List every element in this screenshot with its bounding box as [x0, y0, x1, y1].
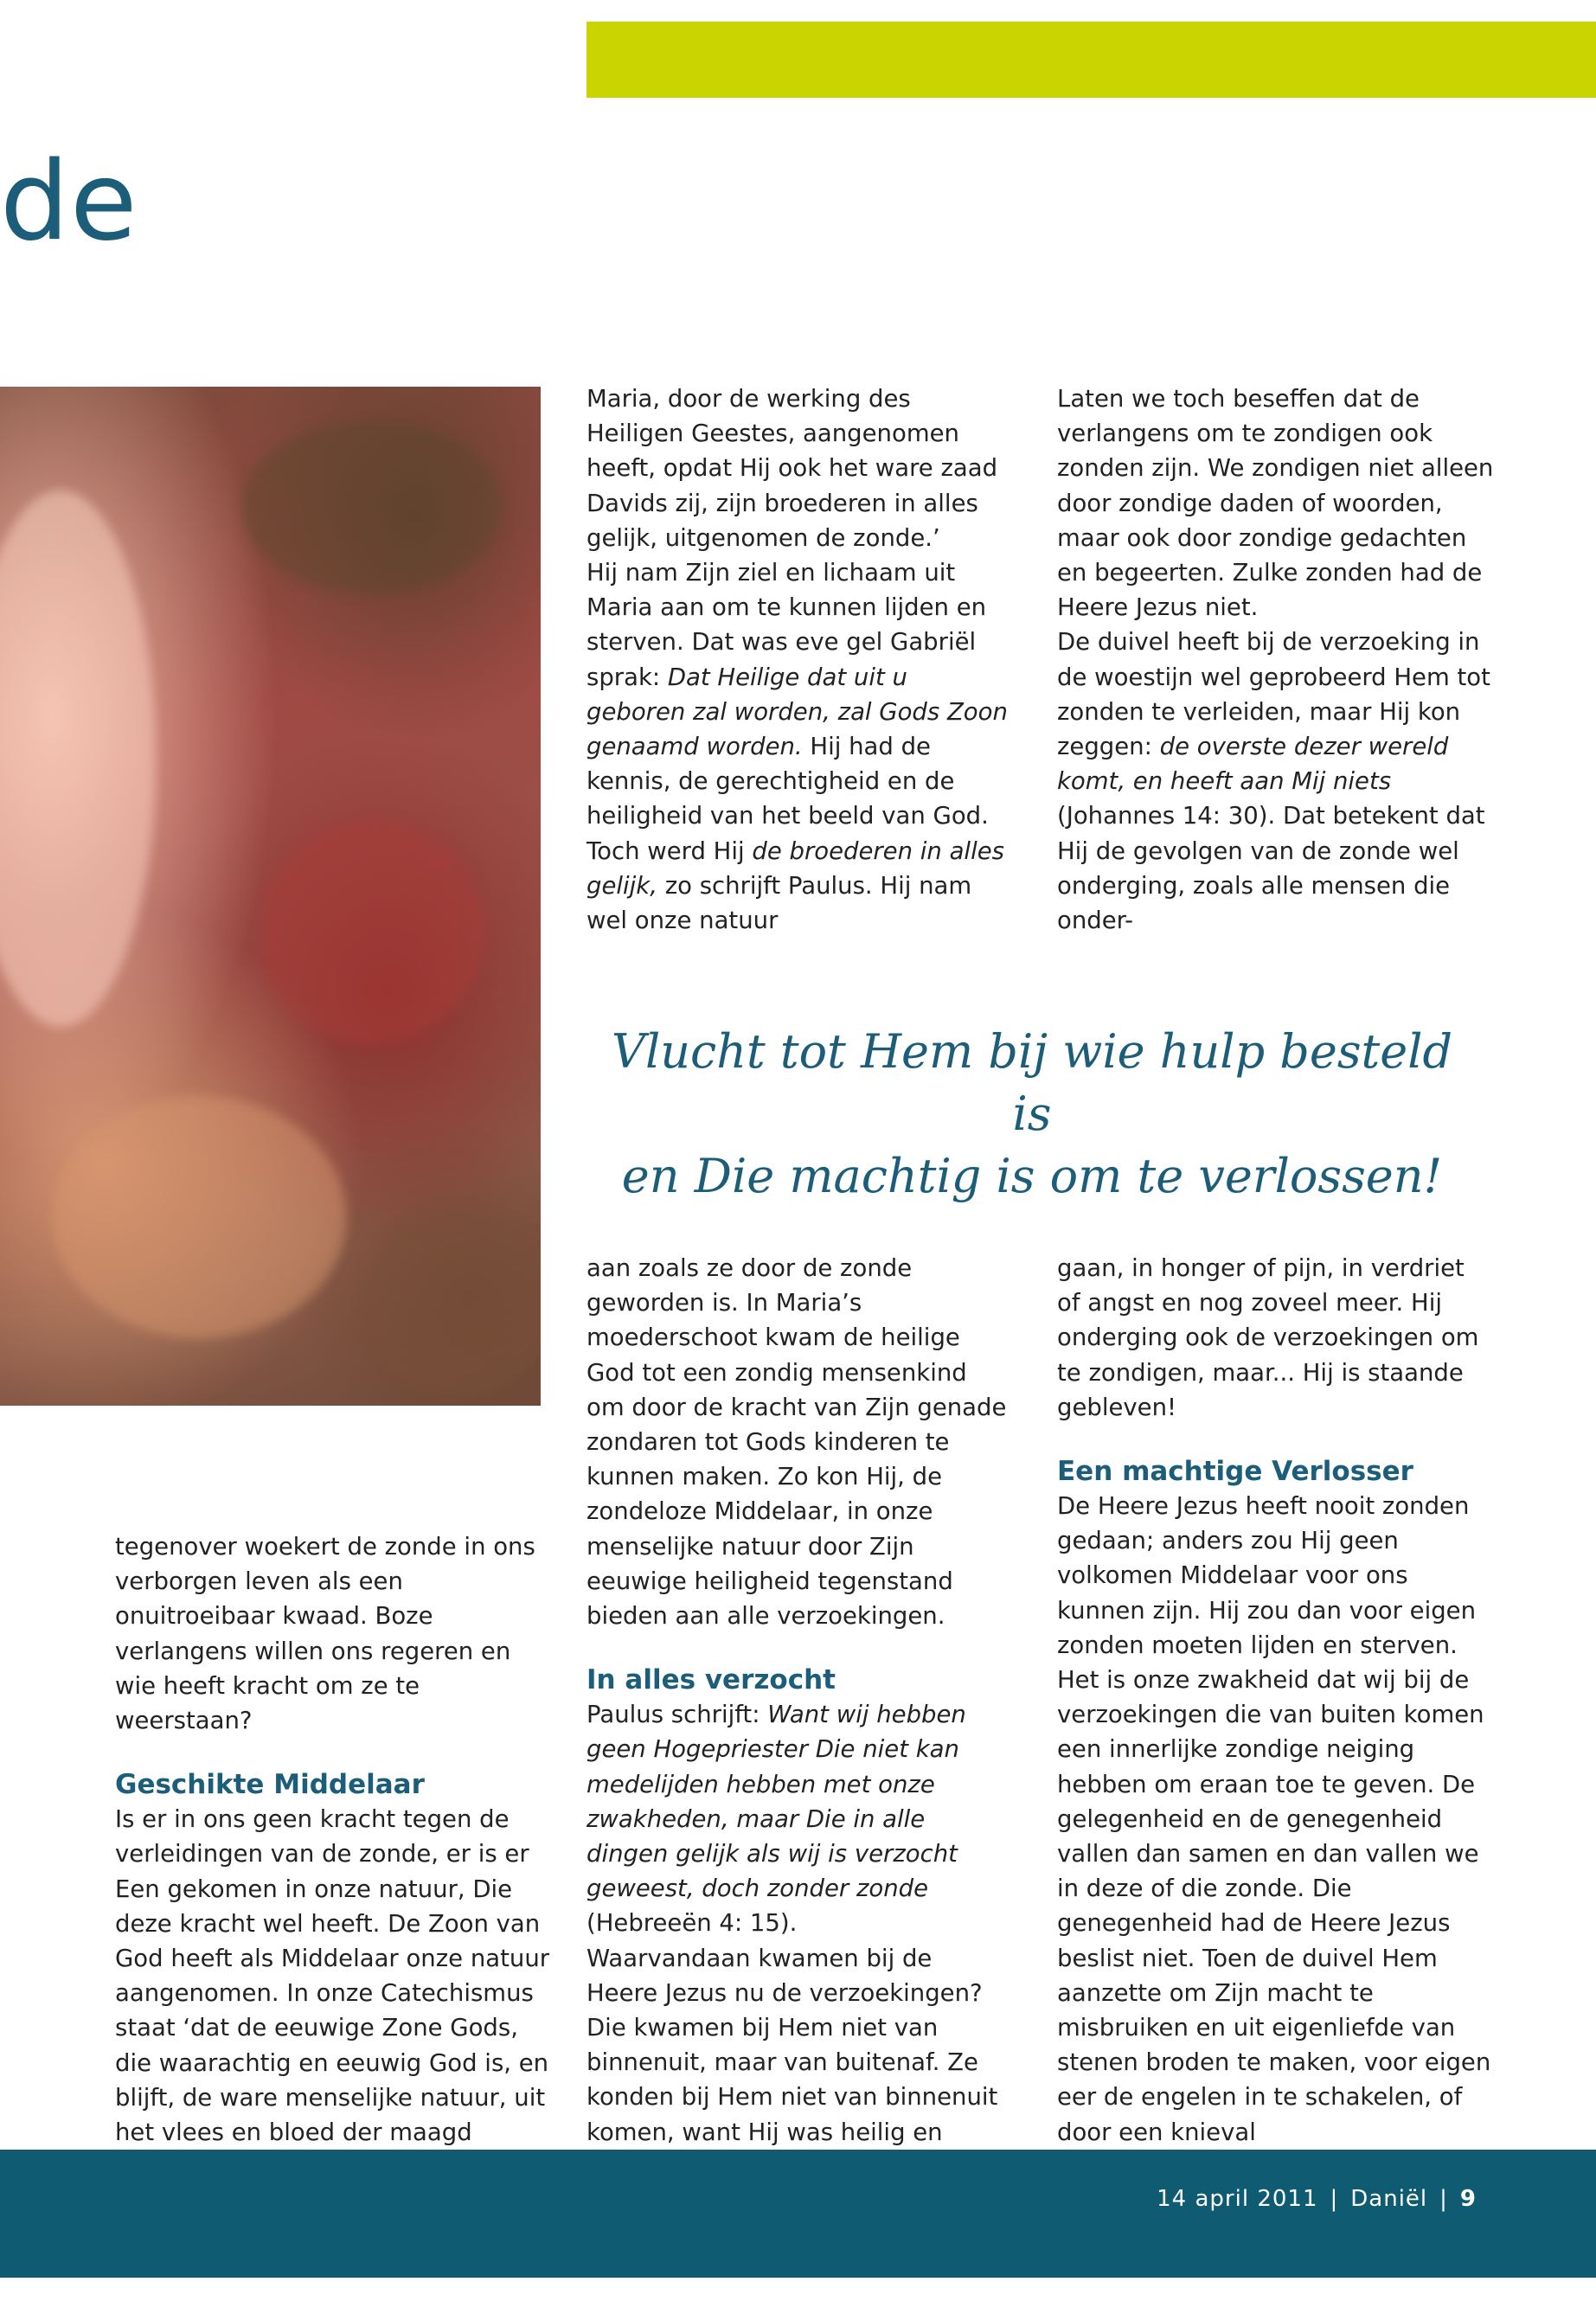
paragraph: Is er in ons geen kracht tegen de verleidingen van de zonde, er is er Een gekomen in onze natuur, Die deze kracht wel heeft. De Zoon van God heeft als Middelaar onze natuur aangenomen. In onze Catechismus staat ‘dat de eeuwige Zone Gods, die waarachtig en eeuwig God is, en blijft, de ware menselijke natuur, uit het vlees en bloed der maagd: [115, 1805, 550, 2147]
paragraph: Laten we toch beseffen dat de verlangens om te zondigen ook zonden zijn. We zondigen niet alleen door zondige daden of woorden, maar ook door zondige gedachten en begeerten. Zulke zonden had de Heere Jezus niet.: [1057, 385, 1494, 622]
italic-quote: Dat Heilige dat uit u geboren zal worden, zal Gods Zoon genaamd worden.: [586, 663, 1008, 761]
text-run: Hij nam Zijn ziel en lichaam uit Maria aan om te kunnen lijden en sterven. Dat was eve gel Gabriël sprak:: [586, 559, 987, 691]
paragraph: Het is onze zwakheid dat wij bij de verzoekingen die van buiten komen een innerlijke zondige neiging hebben om eraan toe te geven. De gelegenheid en de genegenheid vallen dan samen en dan vallen we in deze of die zonde. Die genegenheid had de Heere Jezus beslist niet. Toen de duivel Hem aanzette om Zijn macht te misbruiken en uit eigenliefde van stenen broden te maken, voor eigen eer de engelen in te schakelen, of door een knieval: [1057, 1666, 1491, 2146]
column-bottom-left: [115, 1529, 552, 2150]
text-run: Hij had de kennis, de gerechtigheid en de heiligheid van het beeld van God. Toch werd Hij: [586, 733, 989, 865]
page-footer: [0, 2150, 1596, 2278]
italic-quote: Want wij hebben geen Hogepriester Die niet kan medelijden hebben met onze zwakheden, maar Die in alle dingen gelijk als wij is verzocht geweest, doch zonder zonde: [586, 1701, 966, 1903]
footer-info: [1157, 2186, 1477, 2212]
paragraph: gaan, in honger of pijn, in verdriet of angst en nog zoveel meer. Hij onderging ook de verzoekingen om te zondigen, maar... Hij is staande gebleven!: [1057, 1254, 1479, 1421]
text-run: zo schrijft Paulus. Hij nam wel onze natuur: [586, 871, 972, 935]
paragraph: aan zoals ze door de zonde geworden is. In Maria’s moederschoot kwam de heilige God tot een zondig mensenkind om door de kracht van Zijn genade zondaren tot Gods kinderen te kunnen maken. Zo kon Hij, de zondeloze Middelaar, in onze menselijke natuur door Zijn eeuwige heiligheid tegenstand bieden aan alle verzoekingen.: [586, 1254, 1007, 1631]
paragraph: Waarvandaan kwamen bij de Heere Jezus nu de verzoekingen? Die kwamen bij Hem niet van binnenuit, maar van buitenaf. Ze konden bij Hem niet van binnenuit komen, want Hij was heilig en: [586, 1944, 998, 2146]
italic-quote: de overste dezer wereld komt, en heeft aan Mij niets: [1057, 733, 1449, 796]
paragraph: [586, 1697, 1010, 1940]
column-bottom-middle: [586, 1251, 1010, 2219]
column-bottom-right: [1057, 1251, 1494, 2150]
paragraph: De Heere Jezus heeft nooit zonden gedaan; anders zou Hij geen volkomen Middelaar voor ons kunnen zijn. Hij zou dan voor eigen zonden moeten lijden en sterven.: [1057, 1492, 1477, 1659]
page-title: de: [0, 138, 138, 265]
text-run: (Hebreeën 4: 15).: [586, 1909, 798, 1938]
accent-bar: [586, 22, 1596, 98]
section-heading: Geschikte Middelaar: [115, 1769, 425, 1801]
text-run: (Johannes 14: 30). Dat betekent dat Hij de gevolgen van de zonde wel onderging, zoals alle mensen die onder-: [1057, 802, 1485, 935]
paragraph: [586, 555, 1010, 938]
pull-quote-line: en Die machtig is om te verlossen!: [621, 1149, 1443, 1203]
separator: |: [1439, 2186, 1448, 2212]
issue-date: 14 april 2011: [1157, 2186, 1318, 2212]
text-run: Paulus schrijft:: [586, 1701, 768, 1729]
paragraph: tegenover woekert de zonde in ons verborgen leven als een onuitroeibaar kwaad. Boze verlangens willen ons regeren en wie heeft kracht om ze te weerstaan?: [115, 1533, 535, 1735]
article-photo: [0, 387, 541, 1406]
section-heading: In alles verzocht: [586, 1664, 836, 1696]
section-heading: Een machtige Verlosser: [1057, 1456, 1413, 1488]
pull-quote-line: Vlucht tot Hem bij wie hulp besteld is: [611, 1024, 1453, 1141]
magazine-name: Daniël: [1350, 2186, 1428, 2212]
page-number: 9: [1459, 2186, 1477, 2212]
column-top-middle: [586, 381, 1010, 938]
paragraph: Maria, door de werking des Heiligen Geestes, aangenomen heeft, opdat Hij ook het ware zaad Davids zij, zijn broederen in alles gelijk, uitgenomen de zonde.’: [586, 385, 998, 552]
paragraph: [1057, 625, 1494, 938]
text-run: De duivel heeft bij de verzoeking in de woestijn wel geprobeerd Hem tot zonden te verleiden, maar Hij kon zeggen:: [1057, 628, 1490, 761]
italic-quote: de broederen in alles gelijk,: [586, 836, 1004, 900]
column-top-right: [1057, 381, 1494, 938]
pull-quote: [586, 1021, 1477, 1208]
separator: |: [1330, 2186, 1339, 2212]
